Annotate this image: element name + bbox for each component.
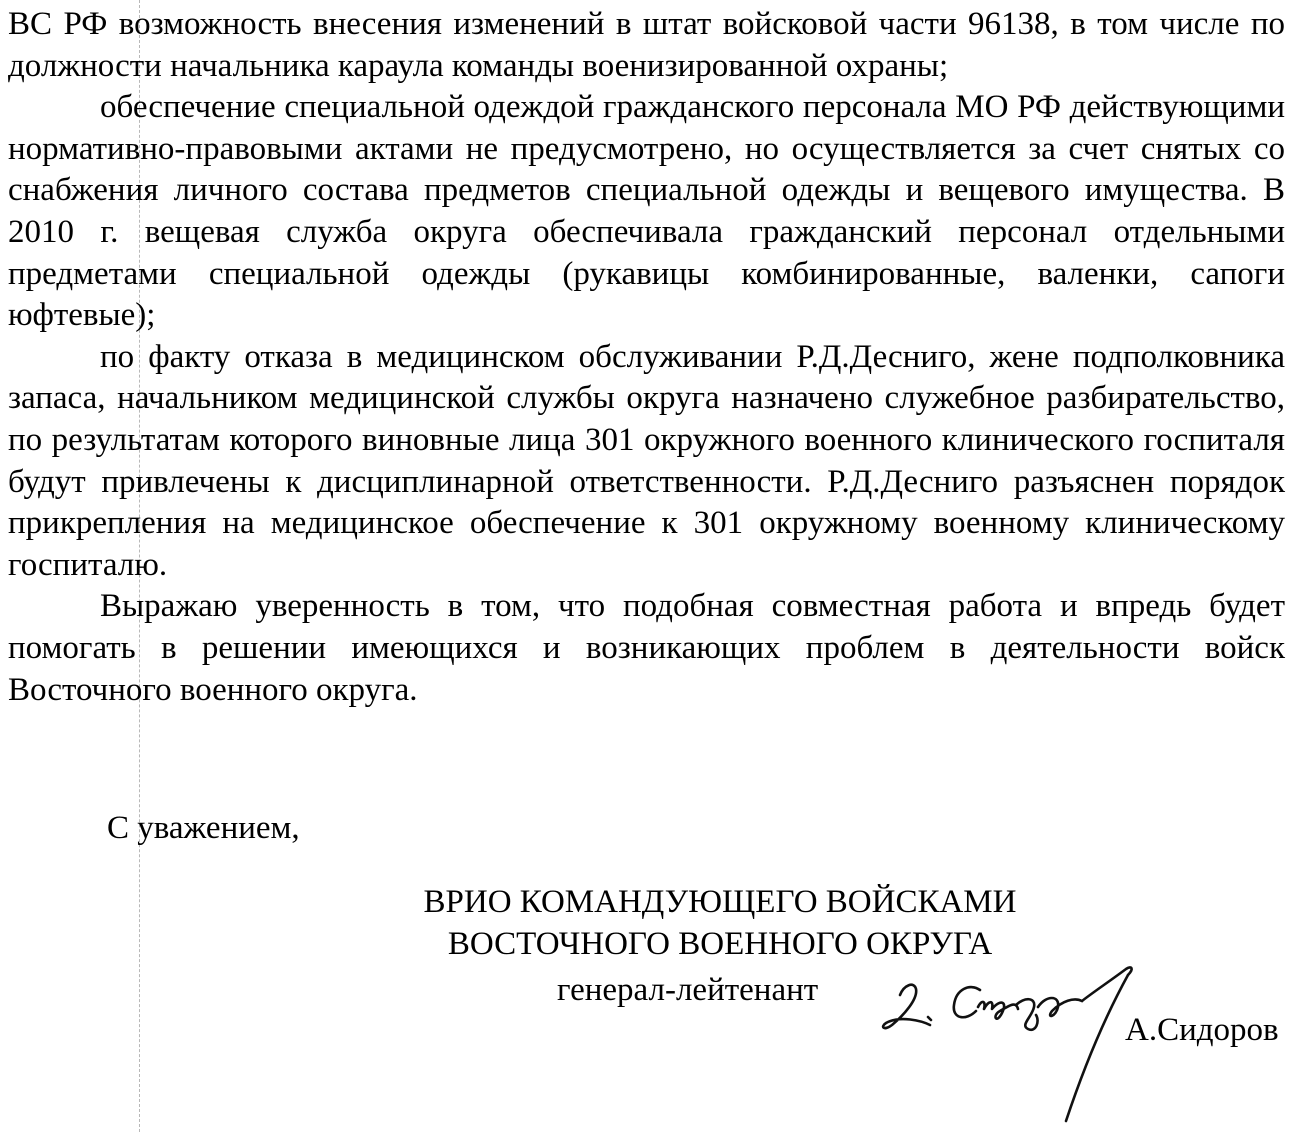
signatory-title-line-2: ВОСТОЧНОГО ВОЕННОГО ОКРУГА [447, 926, 993, 962]
closing-salutation: С уважением, [107, 810, 300, 846]
letter-body [8, 4, 1285, 711]
paragraph-medical-service: по факту отказа в медицинском обслуживании Р.Д.Десниго, жене подполковника запаса, начальником медицинской службы округа назначено служебное разбирательство, по результатам которого виновные лица 301 окружного военного клинического госпиталя будут привлечены к дисциплинарной ответственности. Р.Д.Десниго разъяснен порядок прикрепления на медицинское обеспечение к 301 окружному военному клиническому госпиталю. [8, 338, 1285, 583]
signatory-title-line-1: ВРИО КОМАНДУЮЩЕГО ВОЙСКАМИ [423, 884, 1017, 920]
paragraph-conclusion: Выражаю уверенность в том, что подобная совместная работа и впредь будет помогать в решении имеющихся и возникающих проблем в деятельности войск Восточного военного округа. [8, 588, 1285, 708]
signatory-rank: генерал-лейтенант [557, 972, 819, 1008]
signatory-name: А.Сидоров [1125, 1012, 1279, 1048]
handwritten-signature [870, 955, 1160, 1130]
paragraph-special-clothing: обеспечение специальной одеждой гражданского персонала МО РФ действующими нормативно-правовыми актами не предусмотрено, но осуществляется за счет снятых со снабжения личного состава предметов специальной одежды и вещевого имущества. В 2010 г. вещевая служба округа обеспечивала гражданский персонал отдельными предметами специальной одежды (рукавицы комбинированные, валенки, сапоги юфтевые); [8, 89, 1285, 334]
paragraph-continued: ВС РФ возможность внесения изменений в штат войсковой части 96138, в том числе по должности начальника караула команды военизированной охраны; [8, 6, 1285, 84]
